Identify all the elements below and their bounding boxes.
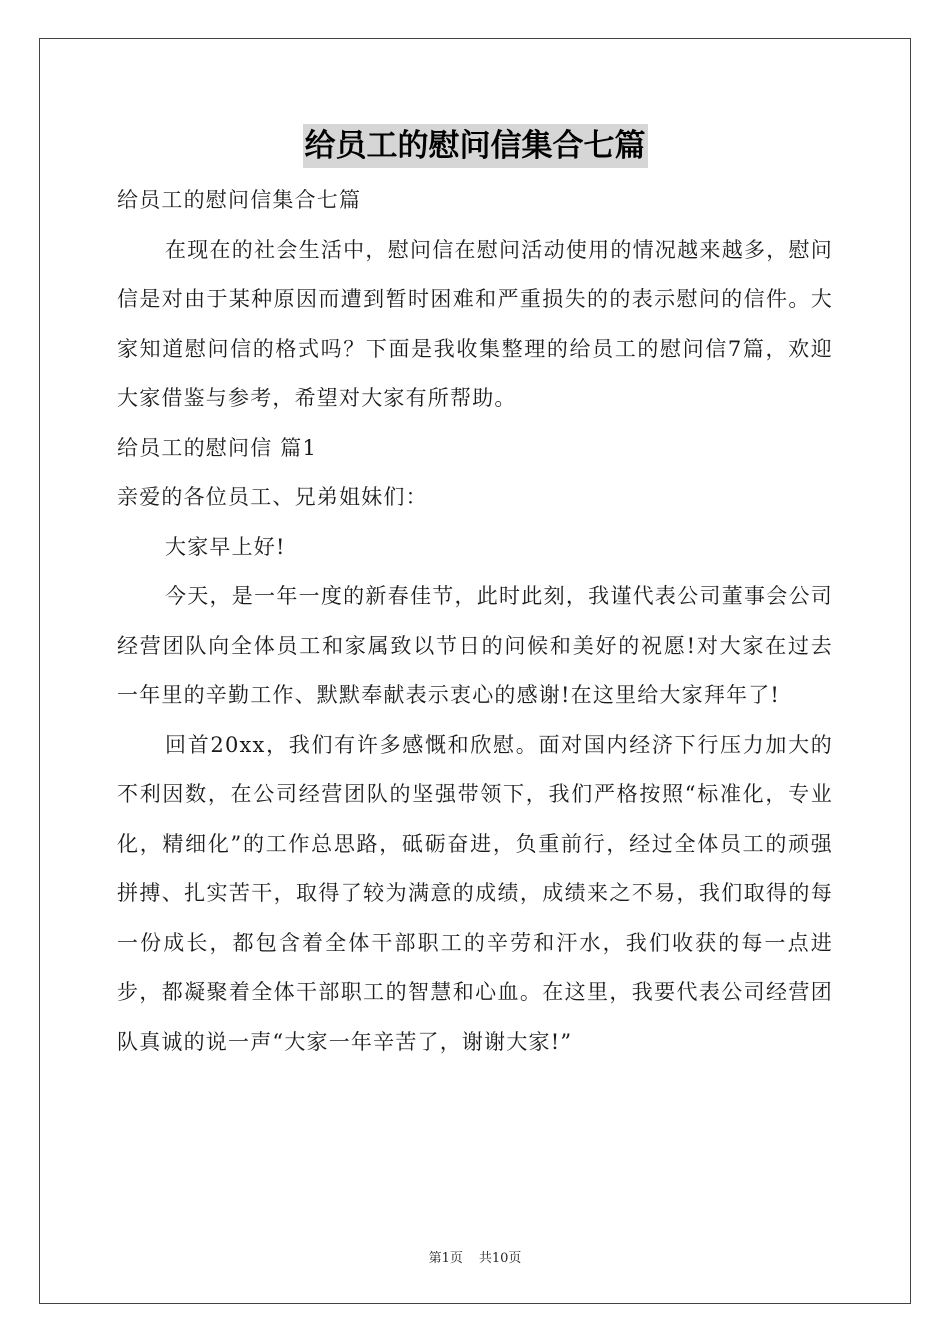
body-paragraph-2: 回首20xx，我们有许多感慨和欣慰。面对国内经济下行压力加大的不利因数，在公司经营团队的坚强带领下，我们严格按照“标准化，专业化，精细化”的工作总思路，砥砺奋进，负重前行，经过全体员工的顽强拼搏、扎实苦干，取得了较为满意的成绩，成绩来之不易，我们取得的每一份成长，都包含着全体干部职工的辛劳和汗水，我们收获的每一点进步，都凝聚着全体干部职工的智慧和心血。在这里，我要代表公司经营团队真诚的说一声“大家一年辛苦了，谢谢大家!” bbox=[117, 732, 833, 1054]
section-heading: 给员工的慰问信 篇1 bbox=[117, 435, 318, 460]
document-body bbox=[117, 176, 833, 1067]
page-footer bbox=[0, 1247, 950, 1266]
document-title: 给员工的慰问信集合七篇 bbox=[303, 124, 648, 168]
page-number: 第1页 bbox=[428, 1251, 463, 1266]
body-paragraph-1: 今天，是一年一度的新春佳节，此时此刻，我谨代表公司董事会公司经营团队向全体员工和家属致以节日的问候和美好的祝愿!对大家在过去一年里的辛勤工作、默默奉献表示衷心的感谢!在这里给大家拜年了! bbox=[117, 584, 833, 707]
greeting: 大家早上好! bbox=[165, 534, 286, 559]
intro-paragraph: 在现在的社会生活中，慰问信在慰问活动使用的情况越来越多，慰问信是对由于某种原因而遭到暂时困难和严重损失的的表示慰问的信件。大家知道慰问信的格式吗？下面是我收集整理的给员工的慰问信7篇，欢迎大家借鉴与参考，希望对大家有所帮助。 bbox=[117, 237, 833, 410]
title-area bbox=[0, 124, 950, 168]
page-total: 共10页 bbox=[478, 1251, 522, 1266]
subtitle-line: 给员工的慰问信集合七篇 bbox=[117, 188, 362, 212]
salutation: 亲爱的各位员工、兄弟姐妹们： bbox=[117, 485, 428, 509]
